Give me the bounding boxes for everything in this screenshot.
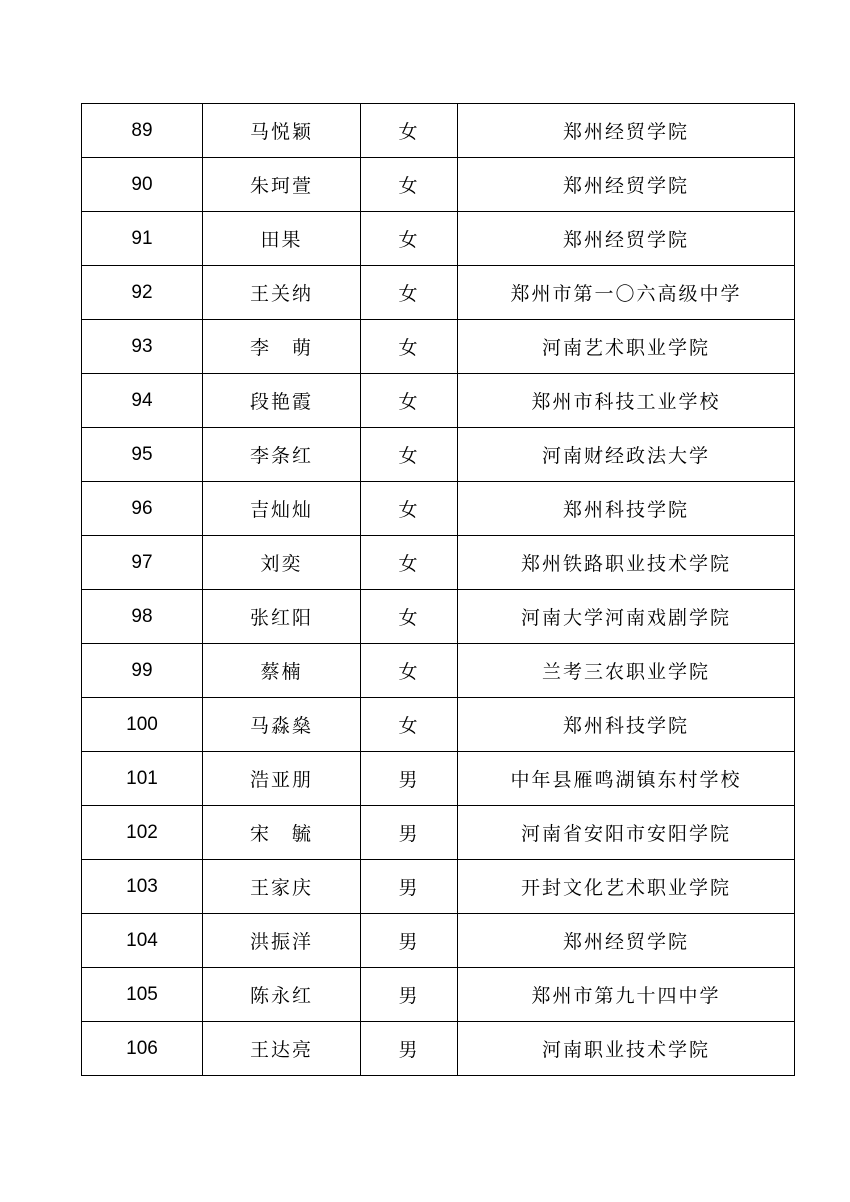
school-name: 郑州经贸学院	[458, 104, 795, 158]
roster-table	[81, 103, 795, 1076]
person-name: 陈永红	[203, 968, 361, 1022]
gender: 女	[361, 158, 458, 212]
school-name: 郑州经贸学院	[458, 914, 795, 968]
table-row	[82, 320, 795, 374]
table-row	[82, 374, 795, 428]
table-row	[82, 860, 795, 914]
person-name: 刘奕	[203, 536, 361, 590]
row-number: 102	[82, 806, 203, 860]
gender: 女	[361, 320, 458, 374]
table-row	[82, 968, 795, 1022]
person-name: 张红阳	[203, 590, 361, 644]
table-row	[82, 806, 795, 860]
gender: 女	[361, 212, 458, 266]
row-number: 105	[82, 968, 203, 1022]
row-number: 90	[82, 158, 203, 212]
person-name: 李条红	[203, 428, 361, 482]
school-name: 郑州市第九十四中学	[458, 968, 795, 1022]
row-number: 94	[82, 374, 203, 428]
person-name: 宋 毓	[203, 806, 361, 860]
gender: 女	[361, 590, 458, 644]
row-number: 99	[82, 644, 203, 698]
school-name: 中年县雁鸣湖镇东村学校	[458, 752, 795, 806]
table-row	[82, 590, 795, 644]
table-row	[82, 158, 795, 212]
table-row	[82, 644, 795, 698]
table-row	[82, 536, 795, 590]
gender: 女	[361, 266, 458, 320]
row-number: 98	[82, 590, 203, 644]
school-name: 兰考三农职业学院	[458, 644, 795, 698]
table-row	[82, 104, 795, 158]
table-row	[82, 752, 795, 806]
school-name: 河南财经政法大学	[458, 428, 795, 482]
table-row	[82, 428, 795, 482]
person-name: 田果	[203, 212, 361, 266]
person-name: 马淼燊	[203, 698, 361, 752]
school-name: 河南职业技术学院	[458, 1022, 795, 1076]
gender: 男	[361, 968, 458, 1022]
school-name: 郑州经贸学院	[458, 212, 795, 266]
gender: 女	[361, 698, 458, 752]
person-name: 浩亚朋	[203, 752, 361, 806]
gender: 男	[361, 806, 458, 860]
gender: 男	[361, 752, 458, 806]
school-name: 郑州科技学院	[458, 698, 795, 752]
school-name: 河南省安阳市安阳学院	[458, 806, 795, 860]
person-name: 王达亮	[203, 1022, 361, 1076]
gender: 女	[361, 428, 458, 482]
person-name: 马悦颖	[203, 104, 361, 158]
gender: 女	[361, 374, 458, 428]
school-name: 郑州科技学院	[458, 482, 795, 536]
gender: 男	[361, 860, 458, 914]
school-name: 郑州市第一〇六高级中学	[458, 266, 795, 320]
school-name: 开封文化艺术职业学院	[458, 860, 795, 914]
school-name: 河南大学河南戏剧学院	[458, 590, 795, 644]
person-name: 朱珂萱	[203, 158, 361, 212]
roster-body	[82, 104, 795, 1076]
gender: 女	[361, 536, 458, 590]
row-number: 103	[82, 860, 203, 914]
row-number: 97	[82, 536, 203, 590]
gender: 男	[361, 914, 458, 968]
school-name: 郑州经贸学院	[458, 158, 795, 212]
row-number: 101	[82, 752, 203, 806]
table-row	[82, 1022, 795, 1076]
person-name: 段艳霞	[203, 374, 361, 428]
school-name: 郑州市科技工业学校	[458, 374, 795, 428]
person-name: 洪振洋	[203, 914, 361, 968]
row-number: 96	[82, 482, 203, 536]
row-number: 91	[82, 212, 203, 266]
gender: 女	[361, 644, 458, 698]
gender: 女	[361, 104, 458, 158]
person-name: 王关纳	[203, 266, 361, 320]
row-number: 95	[82, 428, 203, 482]
table-row	[82, 698, 795, 752]
school-name: 郑州铁路职业技术学院	[458, 536, 795, 590]
person-name: 吉灿灿	[203, 482, 361, 536]
table-row	[82, 212, 795, 266]
gender: 男	[361, 1022, 458, 1076]
school-name: 河南艺术职业学院	[458, 320, 795, 374]
row-number: 104	[82, 914, 203, 968]
row-number: 92	[82, 266, 203, 320]
person-name: 王家庆	[203, 860, 361, 914]
table-row	[82, 914, 795, 968]
row-number: 89	[82, 104, 203, 158]
row-number: 106	[82, 1022, 203, 1076]
person-name: 李 萌	[203, 320, 361, 374]
table-row	[82, 482, 795, 536]
row-number: 100	[82, 698, 203, 752]
person-name: 蔡楠	[203, 644, 361, 698]
gender: 女	[361, 482, 458, 536]
row-number: 93	[82, 320, 203, 374]
table-row	[82, 266, 795, 320]
